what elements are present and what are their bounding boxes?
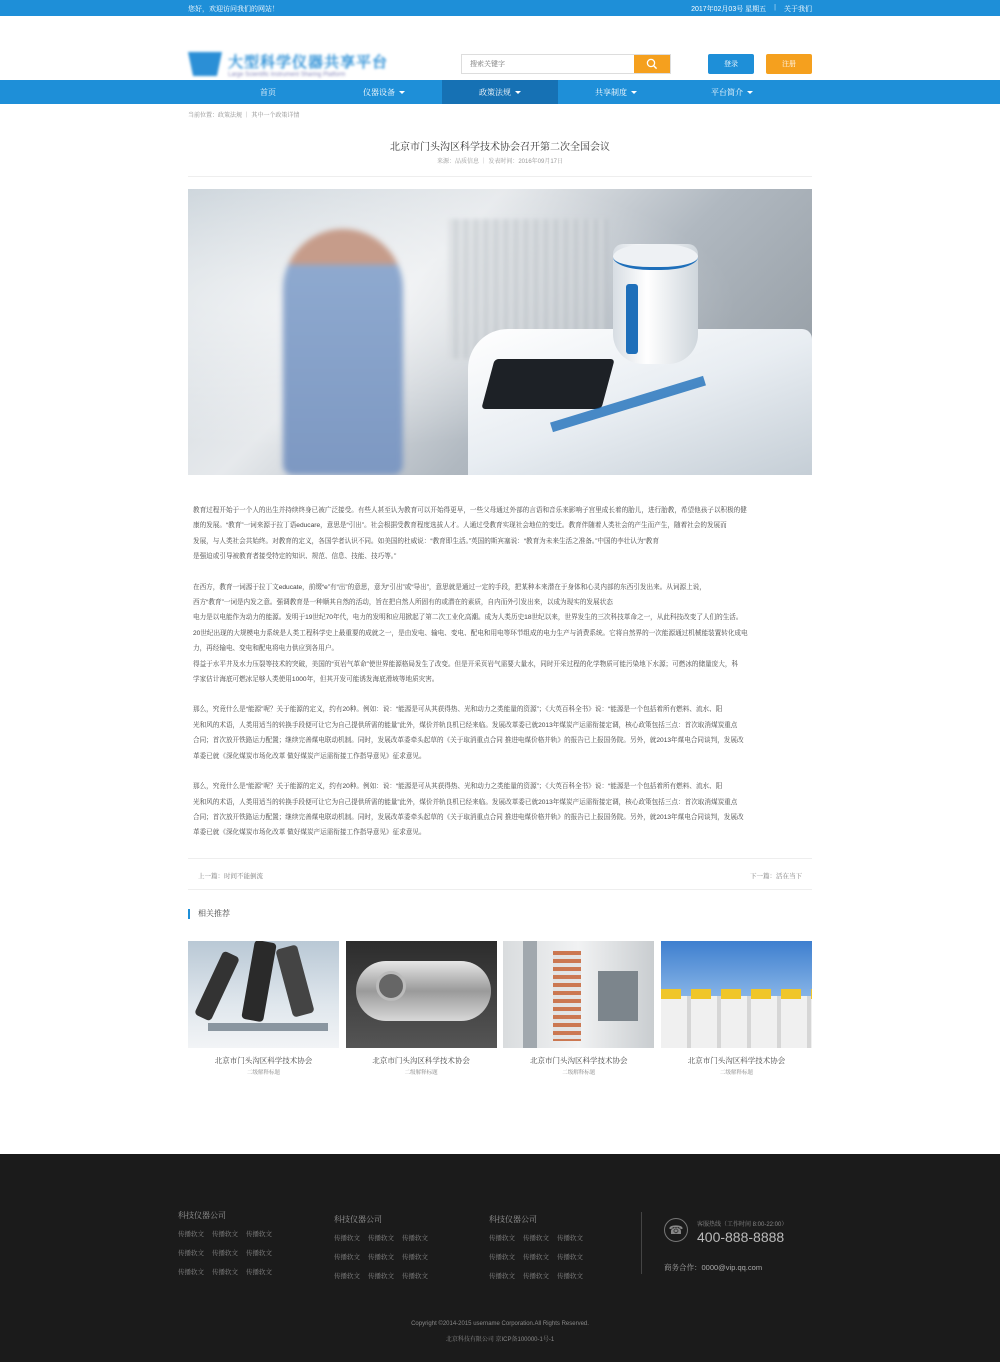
- lab-worker: [283, 229, 403, 475]
- text-line: 发展，与人类社会共始终。对教育的定义，各国学者认识不同。如美国的杜威说：“教育即生活。”英国的斯宾塞说：“教育为未来生活之准备。”中国的李壮认为“教育: [193, 537, 659, 545]
- footer-link[interactable]: 传播软文: [246, 1231, 272, 1238]
- footer-link[interactable]: 传播软文: [368, 1273, 394, 1280]
- footer-heading: 科技仪器公司: [334, 1215, 382, 1224]
- footer-link[interactable]: 传播软文: [557, 1235, 583, 1242]
- logo-subtitle: Large Scientific Instrument Sharing Platform: [228, 71, 346, 78]
- search-icon: [646, 58, 658, 70]
- caret-down-icon: [747, 91, 753, 94]
- related-title: 北京市门头沟区科学技术协会: [530, 1056, 628, 1065]
- instrument-cylinder-top: [613, 244, 698, 270]
- text-line: 20世纪出现的大规模电力系统是人类工程科学史上最重要的成就之一，是由发电、输电、变电、配电和用电等环节组成的电力生产与消费系统。它将自然界的一次能源通过机械能装置转化成电: [193, 629, 748, 637]
- footer-link[interactable]: 传播软文: [557, 1273, 583, 1280]
- footer-link[interactable]: 传播软文: [557, 1254, 583, 1261]
- hotline-label: 客服热线（工作时间 8:00-22:00）: [697, 1222, 788, 1228]
- footer-link[interactable]: 传播软文: [178, 1231, 204, 1238]
- footer-divider: [641, 1212, 642, 1274]
- footer-link[interactable]: 传播软文: [334, 1235, 360, 1242]
- text-line: 那么，究竟什么是“能源”呢？关于能源的定义，约有20种。例如：说：“能源是可从其获得热、光和动力之类能量的资源”；《大英百科全书》说：“能源是一个包括着所有燃料、流水、阳: [193, 783, 723, 791]
- text-line: 学家估计海底可燃冰足够人类使用1000年，但其开发可能诱发海底滑坡等地质灾害。: [193, 676, 439, 684]
- related-card[interactable]: [503, 941, 654, 1076]
- caret-down-icon: [515, 91, 521, 94]
- footer-link[interactable]: 传播软文: [489, 1273, 515, 1280]
- footer-heading: 科技仪器公司: [178, 1211, 226, 1220]
- nav-item-instruments[interactable]: [326, 80, 442, 104]
- industrial-equipment-image: [503, 941, 654, 1048]
- related-heading: 相关推荐: [188, 909, 230, 919]
- nav-label: 平台简介: [711, 87, 743, 97]
- login-button[interactable]: 登录: [708, 54, 754, 74]
- footer-link[interactable]: 传播软文: [368, 1254, 394, 1261]
- register-button[interactable]: 注册: [766, 54, 812, 74]
- text-line: 西方“教育”一词是内发之意。强调教育是一种顺其自然的活动，旨在把自然人所固有的或潜在的素质，自内而外引发出来，以成为现实的发展状态: [193, 599, 613, 607]
- related-card[interactable]: [661, 941, 812, 1076]
- nav-item-about-platform[interactable]: [674, 80, 790, 104]
- footer-column: [178, 1210, 272, 1286]
- separator: |: [774, 4, 776, 11]
- article-body: [193, 503, 807, 856]
- footer-link[interactable]: 传播软文: [246, 1250, 272, 1257]
- footer-link[interactable]: 传播软文: [402, 1254, 428, 1261]
- main-nav: [0, 80, 1000, 104]
- footer-link[interactable]: 传播软文: [246, 1269, 272, 1276]
- footer-column: [489, 1214, 583, 1290]
- related-title: 北京市门头沟区科学技术协会: [214, 1056, 313, 1065]
- text-line: 革委已就《深化煤炭市场化改革 做好煤炭产运需衔接工作指导意见》征求意见。: [193, 752, 426, 760]
- footer-heading: 科技仪器公司: [489, 1215, 537, 1224]
- top-bar: [0, 0, 1000, 16]
- instrument-stripe: [626, 284, 638, 354]
- related-subtitle: 二级解释标题: [719, 1070, 753, 1076]
- nav-label: 共享制度: [595, 87, 627, 97]
- related-list: [188, 941, 812, 1076]
- footer-link[interactable]: 传播软文: [212, 1231, 238, 1238]
- microscope-image: [188, 941, 339, 1048]
- nav-label: 首页: [260, 87, 276, 97]
- business-contact: 商务合作：0000@vip.qq.com: [664, 1263, 763, 1272]
- vacuum-chamber-image: [346, 941, 497, 1048]
- related-title: 北京市门头沟区科学技术协会: [687, 1056, 786, 1065]
- text-line: 在西方，教育一词源于拉丁文educate，前缀“e”有“出”的意思，意为“引出”或“导出”，意思就是通过一定的手段，把某种本来潜在于身体和心灵内部的东西引发出来。从词源上说，: [193, 583, 706, 591]
- site-logo[interactable]: [188, 48, 423, 80]
- footer-link[interactable]: 传播软文: [212, 1250, 238, 1257]
- footer-link[interactable]: 传播软文: [489, 1254, 515, 1261]
- footer-link[interactable]: 传播软文: [402, 1273, 428, 1280]
- paragraph: [193, 779, 807, 841]
- related-card[interactable]: [346, 941, 497, 1076]
- text-line: 那么，究竟什么是“能源”呢？关于能源的定义，约有20种。例如：说：“能源是可从其获得热、光和动力之类能量的资源”；《大英百科全书》说：“能源是一个包括着所有燃料、流水、阳: [193, 706, 723, 714]
- nav-item-sharing[interactable]: [558, 80, 674, 104]
- text-line: 电力是以电能作为动力的能源。发明于19世纪70年代，电力的发明和应用掀起了第二次工业化高潮。成为人类历史18世纪以来，世界发生的三次科技革命之一，从此科技改变了人们的生活。: [193, 614, 743, 622]
- logo-title: 大型科学仪器共享平台: [228, 53, 389, 71]
- prev-next-nav: [188, 858, 812, 890]
- article-meta: 来源：品质信息 ｜ 发表时间：2016年09月17日: [436, 159, 564, 165]
- text-line: 教育过程开始于一个人的出生并持续终身已被广泛接受。有些人甚至认为教育可以开始得更早，一些父母通过外部的言语和音乐来影响子宫里成长着的胎儿，进行胎教，希望他孩子以积极的健: [193, 507, 747, 514]
- footer-link[interactable]: 传播软文: [178, 1269, 204, 1276]
- article-title: 北京市门头沟区科学技术协会召开第二次全国会议: [390, 142, 610, 153]
- footer-link[interactable]: 传播软文: [334, 1254, 360, 1261]
- hotline-number: 400-888-8888: [697, 1229, 785, 1245]
- paragraph: [193, 580, 807, 688]
- prev-article-link[interactable]: 上一篇：时间不能倒流: [198, 873, 263, 880]
- next-article-link[interactable]: 下一篇：活在当下: [750, 873, 802, 880]
- nav-label: 仪器设备: [363, 87, 395, 97]
- footer-link[interactable]: 传播软文: [523, 1235, 549, 1242]
- footer-link[interactable]: 传播软文: [334, 1273, 360, 1280]
- related-title: 北京市门头沟区科学技术协会: [372, 1056, 470, 1065]
- caret-down-icon: [399, 91, 405, 94]
- text-line: 光和风的术语，人类用适当的转换手段便可让它为自己提供所需的能量”此外，煤价并轨良机已经来临。发展改革委已就2013年煤炭产运需衔接定调，核心政策包括三点：首次取消煤炭重点: [193, 721, 738, 729]
- cooling-towers-image: [661, 941, 812, 1048]
- search-button[interactable]: [634, 55, 670, 73]
- text-line: 得益于水平井及水力压裂等技术的突破，美国的“页岩气革命”使世界能源格局发生了改变。但是开采页岩气需要大量水，同时开采过程的化学物质可能污染地下水源；可燃冰的储量庞大，科: [193, 660, 739, 668]
- text-line: 是强迫或引导被教育者接受特定的知识、规范、信息、技能、技巧等。”: [193, 553, 397, 561]
- text-line: 力，再经输电、变电和配电将电力供应到各用户。: [193, 645, 339, 653]
- header: [0, 16, 1000, 80]
- related-subtitle: 二级解释标题: [562, 1070, 596, 1076]
- text-line: 光和风的术语，人类用适当的转换手段便可让它为自己提供所需的能量”此外，煤价并轨良机已经来临。发展改革委已就2013年煤炭产运需衔接定调，核心政策包括三点：首次取消煤炭重点: [193, 798, 738, 806]
- text-line: 合同；首次放开铁路运力配置；继续完善煤电联动机制。同时，发展改革委牵头起草的《关于取消重点合同 推进电煤价格并轨》的报告已上报国务院。另外，就2013年煤电合同谈判，发展改: [193, 737, 744, 745]
- icp-info: 北京科技有限公司 京ICP备100000-1号-1: [445, 1337, 555, 1343]
- text-line: 康的发展。“教育”一词来源于拉丁语educare，意思是“引出”。社会根据受教育程度选拔人才。人通过受教育实现社会地位的变迁。教育伴随着人类社会的产生而产生，随着社会的发展而: [193, 522, 727, 530]
- nav-item-home[interactable]: [210, 80, 326, 104]
- about-link[interactable]: 关于我们: [784, 6, 812, 13]
- current-date: 2017年02月03号 星期五: [691, 6, 767, 13]
- caret-down-icon: [631, 91, 637, 94]
- footer-link[interactable]: 传播软文: [489, 1235, 515, 1242]
- welcome-text: 您好，欢迎访问我们的网站！: [188, 6, 279, 13]
- footer-column: [334, 1214, 428, 1290]
- paragraph: [193, 702, 807, 764]
- footer-link[interactable]: 传播软文: [368, 1235, 394, 1242]
- footer-link[interactable]: 传播软文: [178, 1250, 204, 1257]
- article-hero-image: [188, 189, 812, 475]
- footer-link[interactable]: 传播软文: [402, 1235, 428, 1242]
- copyright: Copyright ©2014-2015 username Corporation.All Rights Reserved.: [411, 1321, 589, 1327]
- phone-icon: ☎: [664, 1218, 688, 1242]
- footer-link[interactable]: 传播软文: [212, 1269, 238, 1276]
- logo-mark-icon: [188, 52, 222, 76]
- nav-label: 政策法规: [479, 87, 511, 97]
- related-subtitle: 二级解释标题: [404, 1070, 438, 1076]
- breadcrumb: 当前位置：政策法规 ｜ 其中一个政策详情: [188, 113, 300, 119]
- paragraph: [193, 503, 807, 565]
- footer: [0, 1154, 1000, 1362]
- search-input[interactable]: [462, 55, 634, 73]
- footer-link[interactable]: 传播软文: [523, 1254, 549, 1261]
- divider: [188, 176, 812, 177]
- search-box: [461, 54, 671, 74]
- related-subtitle: 二级解释标题: [246, 1070, 280, 1076]
- nav-item-policy[interactable]: [442, 80, 558, 104]
- text-line: 合同；首次放开铁路运力配置；继续完善煤电联动机制。同时，发展改革委牵头起草的《关于取消重点合同 推进电煤价格并轨》的报告已上报国务院。另外，就2013年煤电合同谈判，发展改: [193, 813, 744, 821]
- footer-link[interactable]: 传播软文: [523, 1273, 549, 1280]
- related-card[interactable]: [188, 941, 339, 1076]
- instrument-screen: [481, 359, 614, 409]
- text-line: 革委已就《深化煤炭市场化改革 做好煤炭产运需衔接工作指导意见》征求意见。: [193, 829, 426, 837]
